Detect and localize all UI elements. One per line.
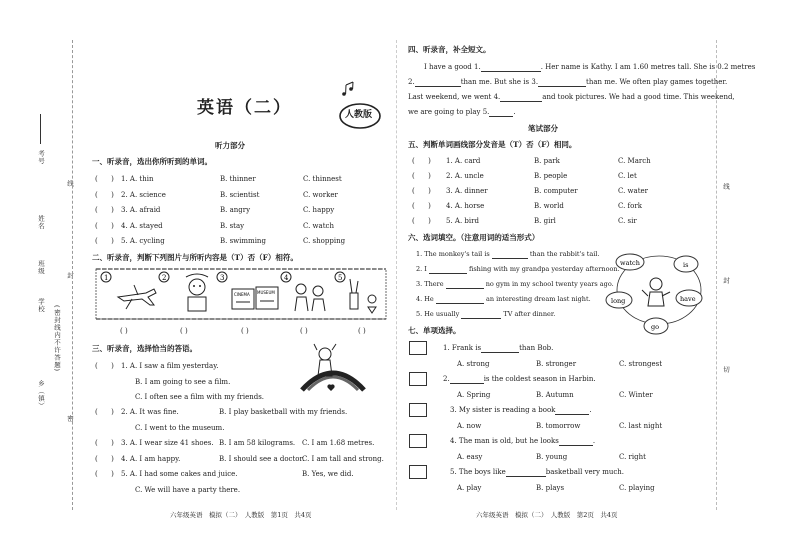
q7-option-c: C. Winter — [619, 391, 653, 399]
q3-heading: 三、听录音，选择恰当的答语。 — [92, 344, 197, 353]
q3-option-b: B. I should see a doctor. — [219, 455, 305, 463]
q1-option-c: C. thinnest — [303, 175, 342, 183]
q7-option-a: A. play — [457, 484, 482, 492]
q7-blank[interactable] — [555, 414, 589, 415]
q7-stem: 5. The boys like basketball very much. — [450, 468, 625, 476]
q3-option-a: 4. A. I am happy. — [121, 455, 181, 463]
q5-option-c: C. let — [618, 172, 637, 180]
q5-option-b: B. park — [534, 157, 560, 165]
art-supplies-icon — [350, 279, 376, 313]
q6-line: 3. There no gym in my school twenty years ago. — [416, 280, 614, 288]
q1-option-b: B. stay — [220, 222, 245, 230]
q3-option-a: 5. A. I had some cakes and juice. — [121, 470, 238, 478]
q1-option-b: B. scientist — [220, 191, 260, 199]
bubble-word: long — [611, 297, 626, 305]
q6-line: 1. The monkey's tail is than the rabbit's tail. — [416, 250, 600, 258]
q1-option-b: B. swimming — [220, 237, 266, 245]
q7-option-b: B. plays — [536, 484, 565, 492]
name-label: 姓名 — [37, 215, 45, 230]
svg-text:4: 4 — [284, 274, 289, 282]
seal-line-2: 封 — [66, 272, 74, 280]
q3-option-b: B. I am going to see a film. — [135, 378, 231, 386]
right-dashed-line — [716, 40, 717, 510]
q4-heading: 四、听录音，补全短文。 — [408, 45, 491, 54]
bubble-word: watch — [620, 259, 640, 267]
q7-option-b: B. tomorrow — [536, 422, 581, 430]
q5-option-c: C. water — [618, 187, 649, 195]
q6-line: 2. I fishing with my grandpa yesterday afternoon. — [416, 265, 620, 273]
q5-paren[interactable]: ( ) — [412, 217, 431, 225]
q1-paren[interactable]: ( ) — [95, 222, 114, 230]
q6-blank[interactable] — [436, 303, 484, 304]
q2-answer-paren[interactable]: ( ) — [241, 327, 249, 335]
q6-blank[interactable] — [461, 318, 501, 319]
q7-option-b: B. young — [536, 453, 568, 461]
cinema-sign: CINEMA — [234, 292, 250, 297]
q7-option-a: A. Spring — [457, 391, 491, 399]
q1-option-c: C. shopping — [303, 237, 346, 245]
svg-text:2: 2 — [162, 274, 167, 282]
q7-stem: 2. is the coldest season in Harbin. — [443, 375, 596, 383]
q3-paren[interactable]: ( ) — [95, 362, 114, 370]
q4-blank-5[interactable] — [489, 116, 513, 117]
q2-picture-strip — [96, 267, 386, 323]
q1-heading: 一、听录音，选出你所听到的单词。 — [92, 157, 212, 166]
q3-option-b: B. I play basketball with my friends. — [219, 408, 348, 416]
q4-blank-2[interactable] — [415, 86, 461, 87]
q4-blank-4[interactable] — [500, 101, 542, 102]
q3-option-c: C. I often see a film with my friends. — [135, 393, 265, 401]
q7-answer-box[interactable] — [409, 465, 427, 479]
q5-paren[interactable]: ( ) — [412, 187, 431, 195]
q7-blank[interactable] — [450, 383, 484, 384]
q7-option-c: C. strongest — [619, 360, 663, 368]
q4-blank-3[interactable] — [538, 86, 586, 87]
cinema-museum-icon — [232, 287, 278, 309]
town-label: 乡（镇） — [37, 380, 45, 410]
q7-answer-box[interactable] — [409, 403, 427, 417]
girl-reading-icon — [186, 274, 208, 311]
bubble-word: have — [680, 295, 696, 303]
seal-line-1: 线 — [66, 180, 74, 188]
page-divider — [396, 40, 397, 510]
airplane-icon — [118, 285, 156, 309]
q6-blank[interactable] — [446, 288, 484, 289]
svg-text:1: 1 — [104, 274, 109, 282]
right-seal-2: 封 — [722, 277, 730, 285]
q1-option-c: C. watch — [303, 222, 334, 230]
left-footer: 六年级英语 模拟（二） 人教版 第1页 共4页 — [170, 511, 312, 519]
q6-line: 4. He an interesting dream last night. — [416, 295, 591, 303]
q6-line: 5. He usually TV after dinner. — [416, 310, 556, 318]
q5-heading: 五、判断单词画线部分发音是（T）否（F）相同。 — [408, 140, 577, 149]
seal-line-3: 密 — [66, 415, 74, 423]
q4-line-3: Last weekend, we went 4. and took pictures. We had a good time. This weekend, — [408, 93, 735, 101]
q3-option-b: B. I am 58 kilograms. — [219, 439, 296, 447]
q5-option-b: B. people — [534, 172, 568, 180]
q5-option-a: 2. A. uncle — [446, 172, 484, 180]
q1-option-a: 5. A. cycling — [121, 237, 165, 245]
q7-blank[interactable] — [481, 352, 519, 353]
child-figure-icon — [642, 278, 670, 306]
q5-option-b: B. world — [534, 202, 564, 210]
q1-option-a: 3. A. afraid — [121, 206, 161, 214]
q7-option-a: A. now — [457, 422, 482, 430]
girl-on-rainbow-illustration — [298, 344, 368, 398]
q5-option-a: 3. A. dinner — [446, 187, 488, 195]
q1-paren[interactable]: ( ) — [95, 237, 114, 245]
q3-paren[interactable]: ( ) — [95, 439, 114, 447]
page-title: 英语（二） — [197, 98, 292, 118]
q4-line-4: we are going to play 5. . — [408, 108, 516, 116]
listening-header: 听力部分 — [215, 141, 245, 150]
no-answer-note: (密封线内不许答题) — [53, 305, 61, 373]
q3-option-c: C. I went to the museum. — [135, 424, 225, 432]
q4-line-1: I have a good 1. . Her name is Kathy. I am 1.60 metres tall. She is 0.2 metres — [424, 63, 756, 71]
q7-option-a: A. easy — [457, 453, 483, 461]
right-footer: 六年级英语 模拟（二） 人教版 第2页 共4页 — [476, 511, 618, 519]
exam-no-line — [40, 114, 41, 144]
q1-option-c: C. happy — [303, 206, 335, 214]
q7-answer-box[interactable] — [409, 341, 427, 355]
q2-heading: 二、听录音，判断下列图片与所听内容是（T）否（F）相符。 — [92, 253, 298, 262]
q3-option-c: C. I am tall and strong. — [302, 455, 384, 463]
people-icon — [295, 284, 325, 311]
picture-number-badges — [101, 272, 345, 282]
q1-paren[interactable]: ( ) — [95, 206, 114, 214]
q1-paren[interactable]: ( ) — [95, 175, 114, 183]
seal-dashed-line — [72, 40, 73, 510]
q6-heading: 六、选词填空。（注意用词的适当形式） — [408, 233, 540, 242]
q3-paren[interactable]: ( ) — [95, 455, 114, 463]
q7-answer-box[interactable] — [409, 434, 427, 448]
edition-stamp-graphic — [335, 82, 385, 134]
q3-option-b: B. Yes, we did. — [302, 470, 354, 478]
q1-option-b: B. thinner — [220, 175, 256, 183]
right-seal-1: 线 — [722, 183, 730, 191]
word-bubble-ring — [604, 244, 714, 336]
q3-option-a: 1. A. I saw a film yesterday. — [121, 362, 219, 370]
q7-stem: 1. Frank is than Bob. — [443, 344, 554, 352]
museum-sign: MUSEUM — [257, 290, 275, 295]
svg-text:5: 5 — [338, 274, 343, 282]
right-seal-3: 切 — [722, 366, 730, 374]
q7-stem: 4. The man is old, but he looks . — [450, 437, 596, 445]
q1-option-a: 1. A. thin — [121, 175, 154, 183]
q5-paren[interactable]: ( ) — [412, 157, 431, 165]
q7-option-c: C. last night — [619, 422, 663, 430]
q3-option-c: C. I am 1.68 metres. — [302, 439, 375, 447]
bubble-word: go — [651, 323, 660, 331]
q3-option-a: 2. A. It was fine. — [121, 408, 179, 416]
edition-stamp-text: 人教版 — [345, 110, 373, 120]
q1-option-b: B. angry — [220, 206, 251, 214]
q1-option-c: C. worker — [303, 191, 338, 199]
q1-paren[interactable]: ( ) — [95, 191, 114, 199]
q7-heading: 七、单项选择。 — [408, 326, 461, 335]
q5-paren[interactable]: ( ) — [412, 172, 431, 180]
school-label: 学校 — [37, 298, 45, 313]
q7-stem: 3. My sister is reading a book . — [450, 406, 592, 414]
q4-line-2: 2. than me. But she is 3. than me. We often play games together. — [408, 78, 728, 86]
q7-option-b: B. stronger — [536, 360, 577, 368]
q7-blank[interactable] — [559, 445, 593, 446]
q5-option-c: C. fork — [618, 202, 642, 210]
q1-option-a: 4. A. stayed — [121, 222, 163, 230]
q7-option-c: C. right — [619, 453, 646, 461]
q6-blank[interactable] — [492, 258, 528, 259]
q2-answer-paren[interactable]: ( ) — [180, 327, 188, 335]
q4-blank-1[interactable] — [481, 71, 541, 72]
svg-text:3: 3 — [220, 274, 225, 282]
q7-blank[interactable] — [506, 476, 546, 477]
q3-option-a: 3. A. I wear size 41 shoes. — [121, 439, 214, 447]
q2-answer-paren[interactable]: ( ) — [300, 327, 308, 335]
q2-answer-paren[interactable]: ( ) — [120, 327, 128, 335]
q6-blank[interactable] — [429, 273, 467, 274]
q2-answer-paren[interactable]: ( ) — [358, 327, 366, 335]
bubble-word: is — [683, 261, 689, 269]
q7-answer-box[interactable] — [409, 372, 427, 386]
q5-option-b: B. computer — [534, 187, 578, 195]
exam-no-label: 考号 — [37, 150, 45, 165]
q5-option-a: 5. A. bird — [446, 217, 479, 225]
class-label: 班级 — [37, 260, 45, 275]
q7-option-a: A. strong — [457, 360, 490, 368]
q3-paren[interactable]: ( ) — [95, 470, 114, 478]
q7-option-c: C. playing — [619, 484, 655, 492]
q1-option-a: 2. A. science — [121, 191, 166, 199]
q5-option-c: C. sir — [618, 217, 637, 225]
written-header: 笔试部分 — [528, 124, 558, 133]
q5-paren[interactable]: ( ) — [412, 202, 431, 210]
q5-option-a: 1. A. card — [446, 157, 481, 165]
q7-option-b: B. Autumn — [536, 391, 574, 399]
q5-option-c: C. March — [618, 157, 651, 165]
q5-option-a: 4. A. horse — [446, 202, 485, 210]
q3-paren[interactable]: ( ) — [95, 408, 114, 416]
q5-option-b: B. girl — [534, 217, 556, 225]
q3-option-c: C. We will have a party there. — [135, 486, 241, 494]
